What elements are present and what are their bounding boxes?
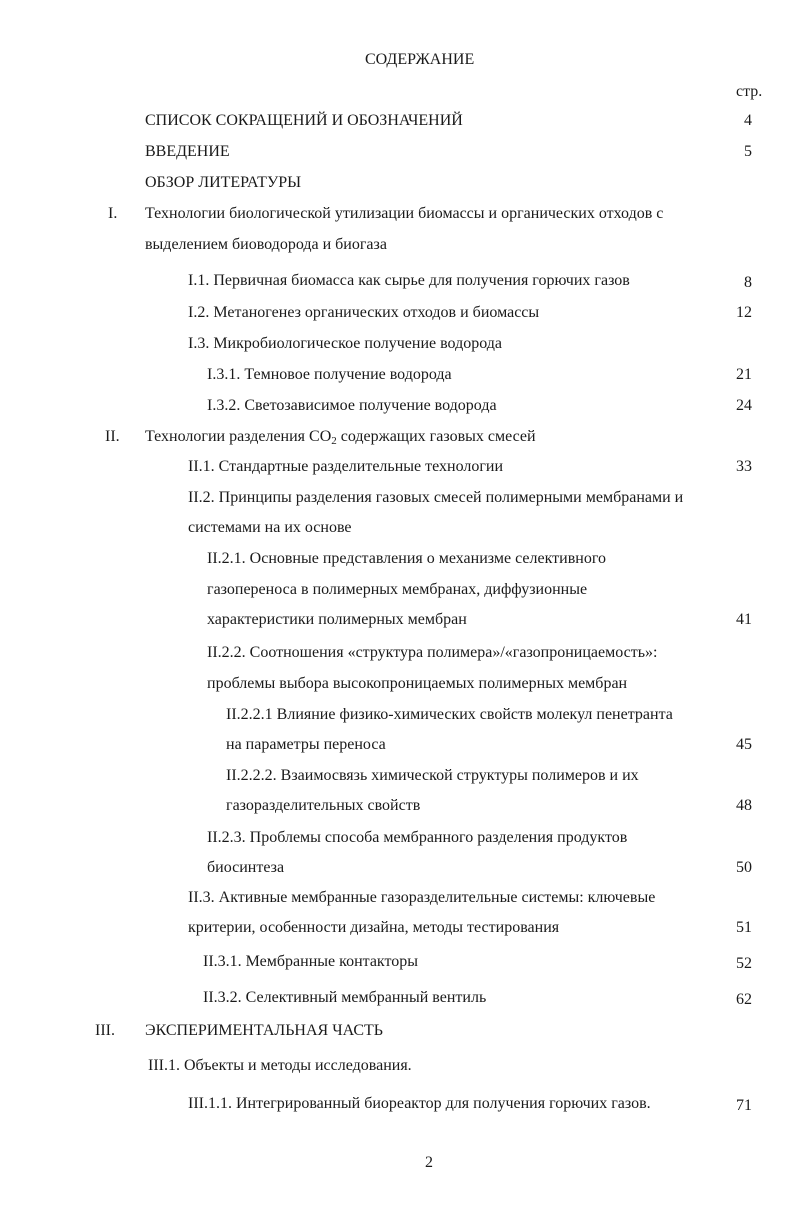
entry-page: 24	[736, 397, 752, 414]
entry-page: 50	[736, 859, 752, 876]
entry-page: 8	[744, 274, 752, 291]
toc-entry-3-1[interactable]: III.1. Объекты и методы исследования.	[148, 1057, 412, 1074]
toc-entry-literature-review[interactable]: ОБЗОР ЛИТЕРАТУРЫ	[145, 174, 302, 191]
entry-page: 71	[736, 1097, 752, 1114]
entry-text: критерии, особенности дизайна, методы тестирования	[188, 919, 560, 936]
entry-page: 45	[736, 736, 752, 753]
entry-text: ВВЕДЕНИЕ	[145, 143, 230, 160]
entry-page: 4	[744, 112, 752, 129]
entry-text: выделением биоводорода и биогаза	[145, 236, 387, 253]
entry-text: биосинтеза	[207, 859, 285, 876]
text-a: Технологии разделения CO	[145, 428, 332, 445]
entry-text	[145, 427, 536, 447]
entry-page: 41	[736, 611, 752, 628]
chapter-number: I.	[108, 205, 118, 222]
text-b: содержащих газовых смесей	[336, 428, 536, 445]
entry-text: Технологии биологической утилизации биомассы и органических отходов с	[145, 205, 664, 222]
chapter-number: III.	[95, 1022, 115, 1039]
entry-text: I.3.1. Темновое получение водорода	[207, 366, 452, 383]
entry-text: системами на их основе	[188, 519, 352, 536]
entry-text: газопереноса в полимерных мембранах, диффузионные	[207, 581, 588, 598]
entry-page: 12	[736, 304, 752, 321]
subscript: 2	[331, 435, 337, 447]
entry-text: II.2.2.1 Влияние физико-химических свойств молекул пенетранта	[226, 706, 673, 723]
entry-text: на параметры переноса	[226, 736, 386, 753]
page-number: 2	[425, 1154, 433, 1171]
entry-page: 21	[736, 366, 752, 383]
entry-text: I.1. Первичная биомасса как сырье для получения горючих газов	[188, 272, 630, 289]
entry-page: 48	[736, 797, 752, 814]
entry-text: газоразделительных свойств	[226, 797, 421, 814]
entry-text: II.2.3. Проблемы способа мембранного разделения продуктов	[207, 829, 628, 846]
entry-text: II.3.1. Мембранные контакторы	[203, 953, 419, 970]
entry-page: 5	[744, 143, 752, 160]
entry-text: СПИСОК СОКРАЩЕНИЙ И ОБОЗНАЧЕНИЙ	[145, 112, 463, 129]
page-column-label: стр.	[736, 83, 763, 100]
entry-text: II.3. Активные мембранные газоразделительные системы: ключевые	[188, 889, 656, 906]
entry-text: I.2. Метаногенез органических отходов и биомассы	[188, 304, 540, 321]
entry-text: III.1.1. Интегрированный биореактор для получения горючих газов.	[188, 1095, 651, 1112]
toc-entry-1-3[interactable]: I.3. Микробиологическое получение водорода	[188, 335, 503, 352]
entry-page: 51	[736, 919, 752, 936]
chapter-number: II.	[105, 428, 120, 445]
entry-text: II.2.1. Основные представления о механизме селективного	[207, 550, 606, 567]
entry-page: 33	[736, 458, 752, 475]
entry-text: II.2. Принципы разделения газовых смесей полимерными мембранами и	[188, 489, 684, 506]
toc-title: СОДЕРЖАНИЕ	[365, 51, 475, 68]
entry-text: ЭКСПЕРИМЕНТАЛЬНАЯ ЧАСТЬ	[145, 1022, 383, 1039]
entry-text: характеристики полимерных мембран	[207, 611, 467, 628]
entry-text: II.2.2.2. Взаимосвязь химической структуры полимеров и их	[226, 767, 639, 784]
entry-page: 62	[736, 991, 752, 1008]
entry-text: II.1. Стандартные разделительные технологии	[188, 458, 504, 475]
entry-text: проблемы выбора высокопроницаемых полимерных мембран	[207, 675, 628, 692]
entry-page: 52	[736, 955, 752, 972]
entry-text: I.3.2. Светозависимое получение водорода	[207, 397, 497, 414]
entry-text: II.3.2. Селективный мембранный вентиль	[203, 989, 487, 1006]
entry-text: II.2.2. Соотношения «структура полимера»/«газопроницаемость»:	[207, 644, 658, 661]
